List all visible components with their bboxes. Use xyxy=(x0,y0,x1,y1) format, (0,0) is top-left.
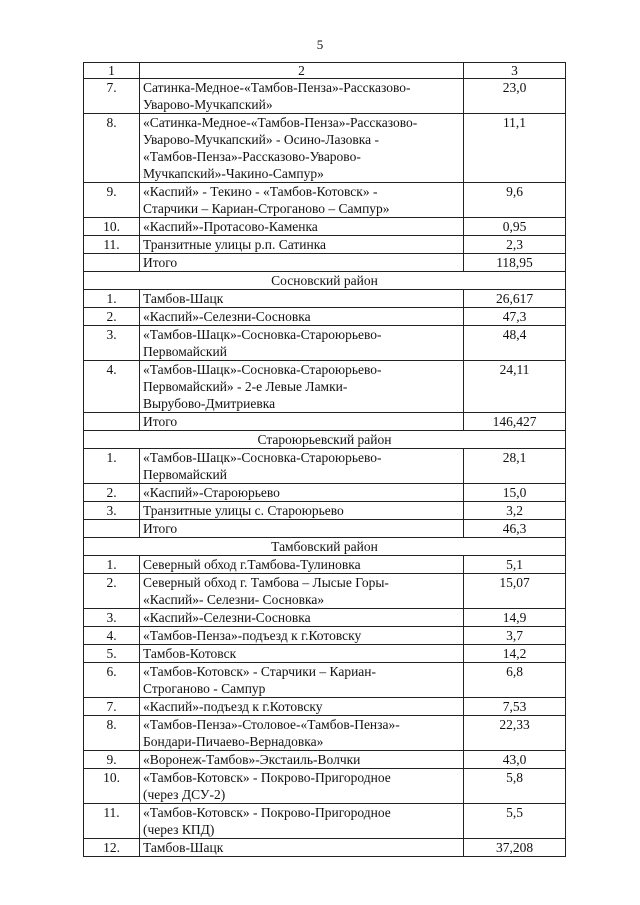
road-name-line: «Воронеж-Тамбов»-Экстаиль-Волчки xyxy=(143,752,361,767)
table-row xyxy=(84,79,566,114)
road-name-line: «Сатинка-Медное-«Тамбов-Пенза»-Рассказово- xyxy=(143,115,418,130)
column-number-2: 2 xyxy=(140,63,464,79)
road-name xyxy=(140,839,464,857)
row-number: 8. xyxy=(84,114,140,183)
road-name-line: (через ДСУ-2) xyxy=(143,787,226,802)
road-length: 22,33 xyxy=(464,716,566,751)
table-row xyxy=(84,361,566,413)
total-value: 146,427 xyxy=(464,413,566,431)
column-numbers-row xyxy=(84,63,566,79)
row-number: 10. xyxy=(84,769,140,804)
table-row xyxy=(84,839,566,857)
road-length: 3,2 xyxy=(464,502,566,520)
table-row xyxy=(84,663,566,698)
row-number: 4. xyxy=(84,627,140,645)
road-name-line: «Тамбов-Котовск» - Старчики – Кариан- xyxy=(143,664,377,679)
road-length: 43,0 xyxy=(464,751,566,769)
row-number: 2. xyxy=(84,484,140,502)
road-name-line: «Тамбов-Пенза»-Рассказово-Уварово- xyxy=(143,149,361,164)
road-name-line: Северный обход г.Тамбова-Тулиновка xyxy=(143,557,361,572)
road-name-line: Вырубово-Дмитриевка xyxy=(143,396,276,411)
total-empty-cell xyxy=(84,254,140,272)
total-empty-cell xyxy=(84,520,140,538)
road-name xyxy=(140,556,464,574)
road-name xyxy=(140,326,464,361)
road-name xyxy=(140,627,464,645)
row-number: 5. xyxy=(84,645,140,663)
table-row xyxy=(84,484,566,502)
road-name-line: «Каспий»-подъезд к г.Котовску xyxy=(143,699,323,714)
district-title: Староюрьевский район xyxy=(84,431,566,449)
road-name-line: Уварово-Мучкапский» xyxy=(143,97,273,112)
row-number: 9. xyxy=(84,751,140,769)
road-name xyxy=(140,484,464,502)
table-row xyxy=(84,236,566,254)
total-empty-cell xyxy=(84,413,140,431)
road-length: 24,11 xyxy=(464,361,566,413)
road-name-line: Первомайский xyxy=(143,467,227,482)
road-name-line: «Тамбов-Пенза»-подъезд к г.Котовску xyxy=(143,628,362,643)
row-number: 3. xyxy=(84,326,140,361)
road-name xyxy=(140,183,464,218)
road-name-line: Первомайский» - 2-е Левые Ламки- xyxy=(143,379,348,394)
road-name-line: «Каспий»-Староюрьево xyxy=(143,485,280,500)
road-name-line: Бондари-Пичаево-Вернадовка» xyxy=(143,734,324,749)
road-length: 7,53 xyxy=(464,698,566,716)
road-name-line: «Тамбов-Котовск» - Покрово-Пригородное xyxy=(143,770,391,785)
road-length: 2,3 xyxy=(464,236,566,254)
road-name xyxy=(140,645,464,663)
road-length: 37,208 xyxy=(464,839,566,857)
table-row xyxy=(84,609,566,627)
road-name xyxy=(140,804,464,839)
road-length: 23,0 xyxy=(464,79,566,114)
road-name xyxy=(140,751,464,769)
road-name-line: Тамбов-Шацк xyxy=(143,291,224,306)
table-row xyxy=(84,218,566,236)
table-row xyxy=(84,716,566,751)
row-number: 7. xyxy=(84,79,140,114)
road-name-line: Строганово - Сампур xyxy=(143,681,266,696)
row-number: 11. xyxy=(84,236,140,254)
road-name xyxy=(140,218,464,236)
row-number: 6. xyxy=(84,663,140,698)
table-row xyxy=(84,183,566,218)
total-label: Итого xyxy=(140,413,464,431)
road-name-line: «Каспий»- Селезни- Сосновка» xyxy=(143,592,325,607)
total-row xyxy=(84,520,566,538)
table-row xyxy=(84,574,566,609)
road-name xyxy=(140,114,464,183)
table-row xyxy=(84,502,566,520)
road-length: 0,95 xyxy=(464,218,566,236)
row-number: 1. xyxy=(84,290,140,308)
road-name-line: Мучкапский»-Чакино-Сампур» xyxy=(143,166,324,181)
road-length: 5,5 xyxy=(464,804,566,839)
table-row xyxy=(84,308,566,326)
road-length: 9,6 xyxy=(464,183,566,218)
row-number: 9. xyxy=(84,183,140,218)
road-name-line: «Каспий» - Текино - «Тамбов-Котовск» - xyxy=(143,184,378,199)
road-length: 5,8 xyxy=(464,769,566,804)
road-length: 15,0 xyxy=(464,484,566,502)
table-row xyxy=(84,804,566,839)
section-row xyxy=(84,272,566,290)
road-length: 11,1 xyxy=(464,114,566,183)
road-name-line: «Тамбов-Котовск» - Покрово-Пригородное xyxy=(143,805,391,820)
roads-table xyxy=(83,62,566,857)
row-number: 7. xyxy=(84,698,140,716)
road-length: 15,07 xyxy=(464,574,566,609)
row-number: 11. xyxy=(84,804,140,839)
road-name-line: Транзитные улицы с. Староюрьево xyxy=(143,503,344,518)
road-name xyxy=(140,308,464,326)
road-name xyxy=(140,769,464,804)
section-row xyxy=(84,431,566,449)
table-row xyxy=(84,556,566,574)
road-length: 14,2 xyxy=(464,645,566,663)
road-name-line: (через КПД) xyxy=(143,822,215,837)
road-name-line: «Каспий»-Селезни-Сосновка xyxy=(143,610,311,625)
road-name-line: Старчики – Кариан-Строганово – Сампур» xyxy=(143,201,390,216)
road-name xyxy=(140,361,464,413)
road-name xyxy=(140,698,464,716)
total-row xyxy=(84,254,566,272)
road-name-line: «Тамбов-Пенза»-Столовое-«Тамбов-Пенза»- xyxy=(143,717,400,732)
row-number: 1. xyxy=(84,556,140,574)
district-title: Тамбовский район xyxy=(84,538,566,556)
road-name xyxy=(140,290,464,308)
road-length: 6,8 xyxy=(464,663,566,698)
road-name-line: Северный обход г. Тамбова – Лысые Горы- xyxy=(143,575,389,590)
road-name-line: Уварово-Мучкапский» - Осино-Лазовка - xyxy=(143,132,380,147)
road-length: 5,1 xyxy=(464,556,566,574)
row-number: 4. xyxy=(84,361,140,413)
road-name-line: «Каспий»-Протасово-Каменка xyxy=(143,219,318,234)
total-row xyxy=(84,413,566,431)
table-row xyxy=(84,449,566,484)
road-name-line: Транзитные улицы р.п. Сатинка xyxy=(143,237,327,252)
row-number: 2. xyxy=(84,574,140,609)
road-name xyxy=(140,236,464,254)
road-name xyxy=(140,79,464,114)
road-name-line: «Тамбов-Шацк»-Сосновка-Староюрьево- xyxy=(143,450,382,465)
road-name-line: Первомайский xyxy=(143,344,227,359)
total-label: Итого xyxy=(140,254,464,272)
road-name xyxy=(140,609,464,627)
table-row xyxy=(84,769,566,804)
road-name-line: «Тамбов-Шацк»-Сосновка-Староюрьево- xyxy=(143,362,382,377)
row-number: 8. xyxy=(84,716,140,751)
table-row xyxy=(84,645,566,663)
road-name xyxy=(140,502,464,520)
road-name xyxy=(140,449,464,484)
page-number: 5 xyxy=(316,37,324,52)
district-title: Сосновский район xyxy=(84,272,566,290)
road-length: 28,1 xyxy=(464,449,566,484)
column-number-3: 3 xyxy=(464,63,566,79)
table-row xyxy=(84,326,566,361)
road-length: 3,7 xyxy=(464,627,566,645)
road-name-line: «Каспий»-Селезни-Сосновка xyxy=(143,309,311,324)
road-length: 47,3 xyxy=(464,308,566,326)
column-number-1: 1 xyxy=(84,63,140,79)
total-value: 46,3 xyxy=(464,520,566,538)
row-number: 10. xyxy=(84,218,140,236)
road-name-line: «Тамбов-Шацк»-Сосновка-Староюрьево- xyxy=(143,327,382,342)
row-number: 12. xyxy=(84,839,140,857)
section-row xyxy=(84,538,566,556)
row-number: 3. xyxy=(84,609,140,627)
table-row xyxy=(84,627,566,645)
table-row xyxy=(84,114,566,183)
road-name-line: Тамбов-Шацк xyxy=(143,840,224,855)
row-number: 1. xyxy=(84,449,140,484)
road-length: 14,9 xyxy=(464,609,566,627)
road-name xyxy=(140,716,464,751)
row-number: 2. xyxy=(84,308,140,326)
road-name xyxy=(140,574,464,609)
road-name-line: Тамбов-Котовск xyxy=(143,646,237,661)
road-length: 26,617 xyxy=(464,290,566,308)
table-row xyxy=(84,751,566,769)
road-length: 48,4 xyxy=(464,326,566,361)
table-row xyxy=(84,290,566,308)
table-body xyxy=(84,63,566,857)
total-value: 118,95 xyxy=(464,254,566,272)
table-row xyxy=(84,698,566,716)
row-number: 3. xyxy=(84,502,140,520)
road-name-line: Сатинка-Медное-«Тамбов-Пенза»-Рассказово- xyxy=(143,80,411,95)
road-name xyxy=(140,663,464,698)
total-label: Итого xyxy=(140,520,464,538)
